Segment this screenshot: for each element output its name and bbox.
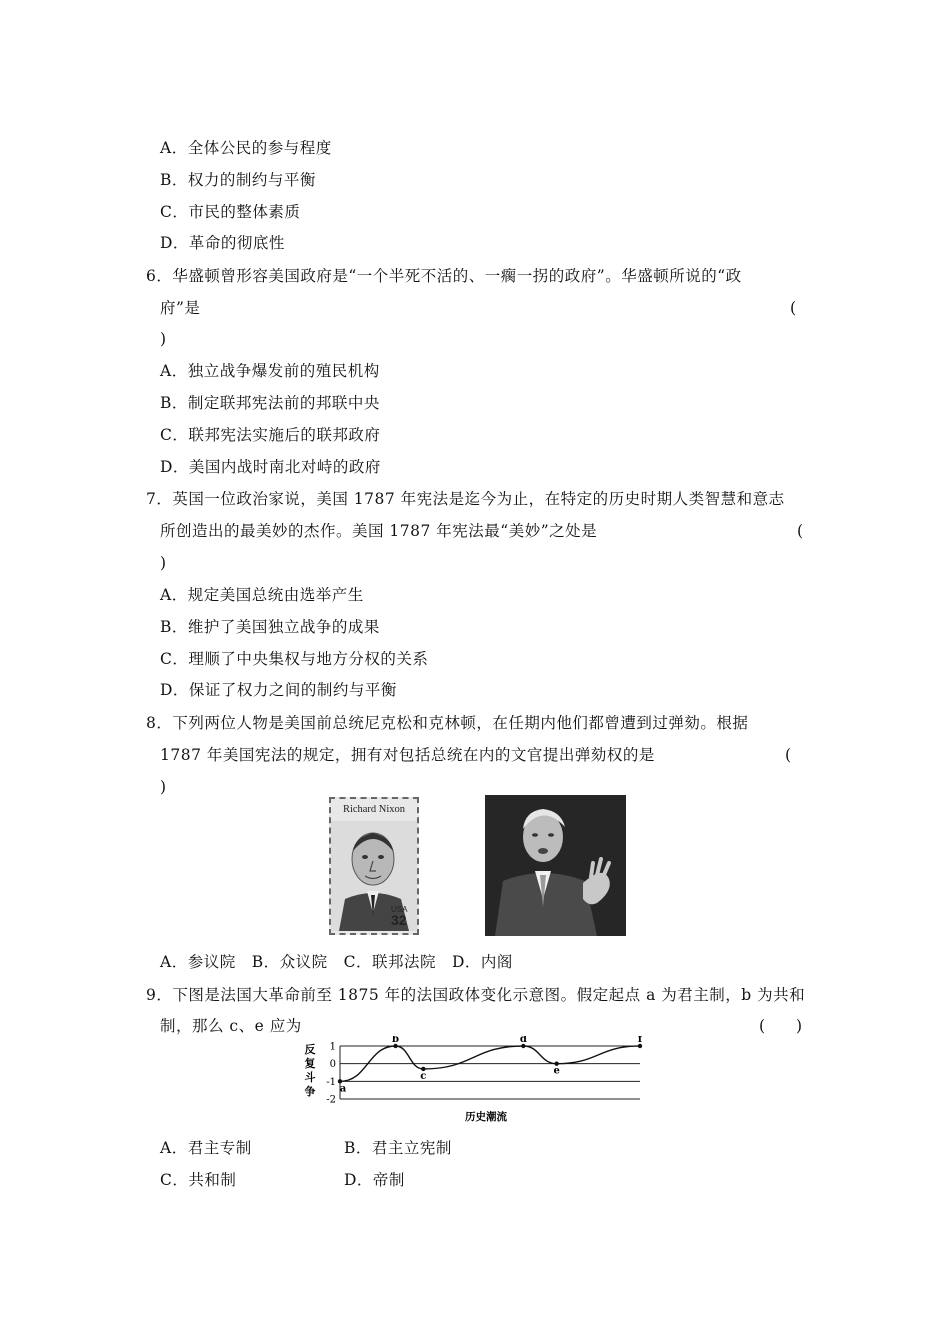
q9-answer-paren: ( ) xyxy=(759,1017,803,1035)
q5-option-a: A．全体公民的参与程度 xyxy=(160,139,332,157)
chart-ylabel xyxy=(305,1042,316,1098)
q6-option-a: A．独立战争爆发前的殖民机构 xyxy=(160,362,380,380)
q9-option-c: C．共和制 xyxy=(160,1171,237,1189)
q7-option-d: D．保证了权力之间的制约与平衡 xyxy=(160,681,397,699)
q8-answer-paren-open: ( xyxy=(785,746,792,764)
q7-option-a: A．规定美国总统由选举产生 xyxy=(160,586,364,604)
q5-option-d: D．革命的彻底性 xyxy=(160,234,285,252)
stamp-value: 32 xyxy=(391,912,407,928)
q8-options: A．参议院 B．众议院 C．联邦法院 D．内阁 xyxy=(160,953,513,971)
q6-stem-line2: 府”是 xyxy=(160,299,201,317)
y-label-char: 复 xyxy=(304,1057,316,1070)
q5-option-c: C．市民的整体素质 xyxy=(160,203,301,221)
q8-stem-line1: 8．下列两位人物是美国前总统尼克松和克林顿，在任期内他们都曾遭到过弹劾。根据 xyxy=(146,714,749,732)
nixon-stamp-image xyxy=(329,797,419,935)
chart-xlabel: 历史潮流 xyxy=(465,1111,507,1123)
clinton-portrait-graphic xyxy=(485,795,626,936)
y-tick-label: -1 xyxy=(326,1076,336,1088)
q9-stem-line1: 9．下图是法国大革命前至 1875 年的法国政体变化示意图。假定起点 a 为君主制，b 为共和 xyxy=(146,986,806,1004)
q7-stem-line1: 7．英国一位政治家说，美国 1787 年宪法是迄今为止，在特定的历史时期人类智慧和意志 xyxy=(146,490,785,508)
q9-option-a: A．君主专制 xyxy=(160,1139,252,1157)
q9-option-d: D．帝制 xyxy=(344,1171,405,1189)
y-tick-label: -2 xyxy=(326,1094,336,1106)
q7-answer-paren-open: ( xyxy=(797,522,804,540)
q7-option-c: C．理顺了中央集权与地方分权的关系 xyxy=(160,650,429,668)
q9-option-b: B．君主立宪制 xyxy=(344,1139,452,1157)
q6-answer-paren-open: ( xyxy=(790,299,797,317)
chart-point-label-e: e xyxy=(553,1065,560,1077)
q7-answer-paren-close: ) xyxy=(160,554,167,572)
chart-point-label-a: a xyxy=(339,1083,347,1095)
y-label-char: 反 xyxy=(304,1043,316,1056)
y-tick-label: 0 xyxy=(329,1059,336,1071)
q6-answer-paren-close: ) xyxy=(160,330,167,348)
chart-points xyxy=(338,1036,643,1094)
q6-option-c: C．联邦宪法实施后的联邦政府 xyxy=(160,426,381,444)
q8-answer-paren-close: ) xyxy=(160,778,167,796)
politics-change-chart xyxy=(300,1036,645,1128)
q6-option-d: D．美国内战时南北对峙的政府 xyxy=(160,458,381,476)
q8-stem-line2: 1787 年美国宪法的规定，拥有对包括总统在内的文官提出弹劾权的是 xyxy=(160,746,655,764)
q6-option-b: B．制定联邦宪法前的邦联中央 xyxy=(160,394,380,412)
y-tick-label: 1 xyxy=(329,1041,336,1053)
q6-stem-line1: 6．华盛顿曾形容美国政府是“一个半死不活的、一瘸一拐的政府”。华盛顿所说的“政 xyxy=(146,267,742,285)
y-label-char: 争 xyxy=(304,1085,316,1098)
stamp-country: USA xyxy=(391,905,408,914)
chart-point-label-f: f xyxy=(637,1036,643,1045)
chart-grid xyxy=(340,1046,640,1099)
q7-stem-line2: 所创造出的最美妙的杰作。美国 1787 年宪法最“美妙”之处是 xyxy=(160,522,598,540)
y-label-char: 斗 xyxy=(304,1071,316,1084)
chart-point-label-d: d xyxy=(519,1036,527,1045)
stamp-name: Richard Nixon xyxy=(342,804,406,815)
chart-point-label-c: c xyxy=(420,1070,427,1082)
chart-y-ticks xyxy=(326,1042,336,1106)
q7-option-b: B．维护了美国独立战争的成果 xyxy=(160,618,380,636)
q9-stem-line2: 制，那么 c、e 应为 xyxy=(160,1017,302,1035)
chart-point-label-b: b xyxy=(392,1036,400,1045)
clinton-photo-image xyxy=(485,795,626,936)
q5-option-b: B．权力的制约与平衡 xyxy=(160,171,316,189)
